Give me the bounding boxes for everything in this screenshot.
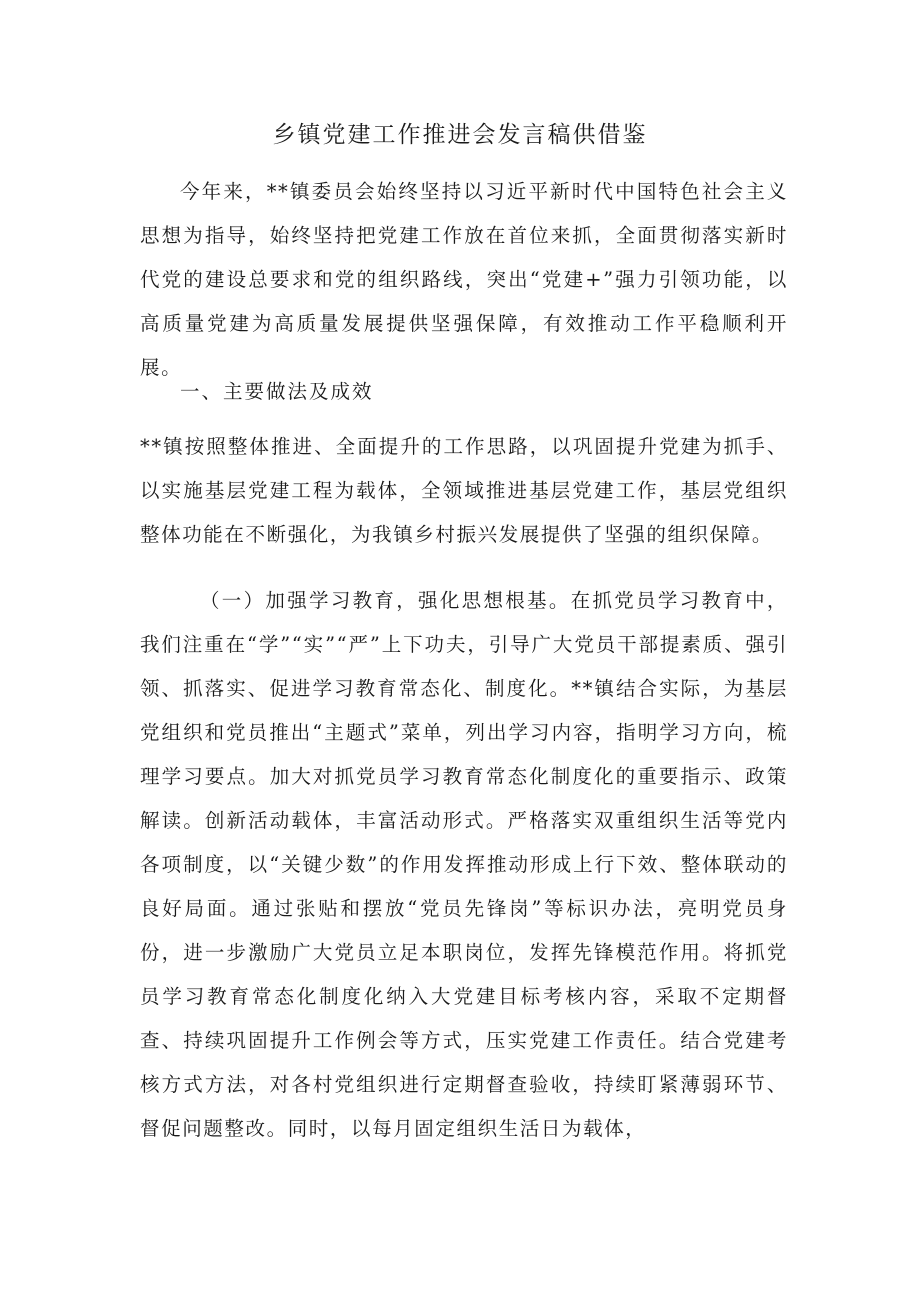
section-heading: 一、主要做法及成效 xyxy=(180,380,374,403)
section-summary-paragraph: **镇按照整体推进、全面提升的工作思路，以巩固提升党建为抓手、以实施基层党建工程为载体，全领域推进基层党建工作，基层党组织整体功能在不断强化，为我镇乡村振兴发展提供了坚强的组织保障。 xyxy=(140,435,788,546)
intro-paragraph: 今年来，**镇委员会始终坚持以习近平新时代中国特色社会主义思想为指导，始终坚持把党建工作放在首位来抓，全面贯彻落实新时代党的建设总要求和党的组织路线，突出“党建+”强力引领功能，以高质量党建为高质量发展提供坚强保障，有效推动工作平稳顺利开展。 xyxy=(140,180,788,379)
subsection-one-paragraph: （一）加强学习教育，强化思想根基。在抓党员学习教育中，我们注重在“学”“实”“严”上下功夫，引导广大党员干部提素质、强引领、抓落实、促进学习教育常态化、制度化。**镇结合实际，为基层党组织和党员推出“主题式”菜单，列出学习内容，指明学习方向，梳理学习要点。加大对抓党员学习教育常态化制度化的重要指示、政策解读。创新活动载体，丰富活动形式。严格落实双重组织生活等党内各项制度，以“关键少数”的作用发挥推动形成上行下效、整体联动的良好局面。通过张贴和摆放“党员先锋岗”等标识办法，亮明党员身份，进一步激励广大党员立足本职岗位，发挥先锋模范作用。将抓党员学习教育常态化制度化纳入大党建目标考核内容，采取不定期督查、持续巩固提升工作例会等方式，压实党建工作责任。结合党建考核方式方法，对各村党组织进行定期督查验收，持续盯紧薄弱环节、督促问题整改。同时，以每月固定组织生活日为载体， xyxy=(140,589,788,1140)
document-title: 乡镇党建工作推进会发言稿供借鉴 xyxy=(272,122,648,148)
